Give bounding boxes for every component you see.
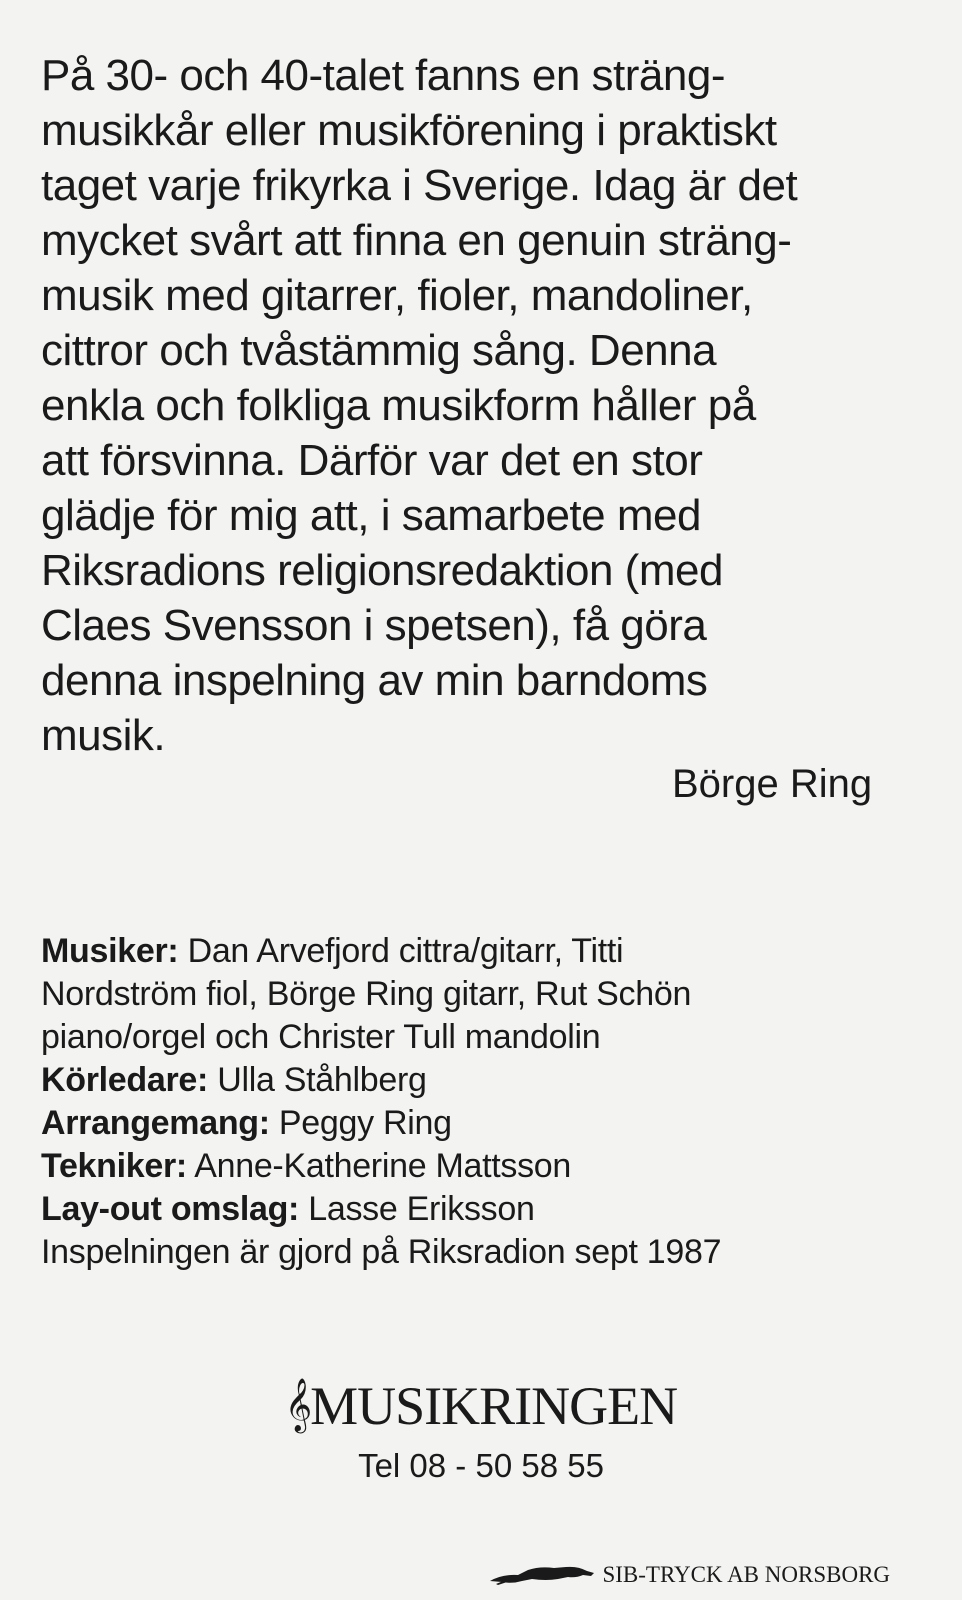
credit-choir-leader [41, 1059, 931, 1102]
intro-line: Riksradions religionsredaktion (med [41, 546, 723, 595]
intro-line: musik med gitarrer, fioler, mandoliner, [41, 271, 753, 320]
intro-line: att försvinna. Därför var det en stor [41, 436, 703, 485]
publisher-phone: Tel 08 - 50 58 55 [358, 1447, 604, 1484]
intro-line: taget varje frikyrka i Sverige. Idag är det [41, 161, 798, 210]
publisher-name: MUSIKRINGEN [310, 1376, 678, 1436]
intro-line: På 30- och 40-talet fanns en sträng- [41, 51, 725, 100]
credit-value: Lasse Eriksson [299, 1190, 535, 1228]
credit-label: Musiker: [41, 932, 179, 970]
credit-label: Körledare: [41, 1061, 209, 1099]
credit-value: Anne-Katherine Mattsson [186, 1147, 571, 1185]
intro-line: mycket svårt att finna en genuin sträng- [41, 216, 792, 265]
recording-note: Inspelningen är gjord på Riksradion sept 1987 [41, 1233, 722, 1271]
leopard-logo-icon [488, 1565, 598, 1585]
signature: Börge Ring [672, 762, 873, 806]
intro-line: Claes Svensson i spetsen), få göra [41, 601, 707, 650]
credit-musicians-cont: Nordström fiol, Börge Ring gitarr, Rut Schön [41, 975, 692, 1013]
credit-musicians [41, 930, 931, 973]
credits-block [41, 930, 931, 1274]
credit-label: Lay-out omslag: [41, 1190, 300, 1228]
intro-line: musikkår eller musikförening i praktiskt [41, 106, 777, 155]
intro-line: cittror och tvåstämmig sång. Denna [41, 326, 717, 375]
credit-label: Arrangemang: [41, 1104, 270, 1142]
printer-credit [488, 1562, 890, 1588]
intro-line: enkla och folkliga musikform håller på [41, 381, 756, 430]
intro-line: musik. [41, 711, 166, 760]
intro-line: denna inspelning av min barndoms [41, 656, 708, 705]
credit-musicians-cont: piano/orgel och Christer Tull mandolin [41, 1018, 601, 1056]
intro-text [41, 48, 941, 763]
publisher-logo [0, 1375, 962, 1437]
credit-layout [41, 1188, 931, 1231]
credit-label: Tekniker: [41, 1147, 187, 1185]
intro-line: glädje för mig att, i samarbete med [41, 491, 701, 540]
credit-technician [41, 1145, 931, 1188]
credit-arrangement [41, 1102, 931, 1145]
printer-name: SIB-TRYCK AB NORSBORG [602, 1562, 891, 1587]
credit-value: Peggy Ring [269, 1104, 452, 1142]
treble-clef-icon: 𝄞 [284, 1377, 313, 1431]
credit-value: Ulla Ståhlberg [208, 1061, 427, 1099]
credit-value: Dan Arvefjord cittra/gitarr, Titti [178, 932, 624, 970]
